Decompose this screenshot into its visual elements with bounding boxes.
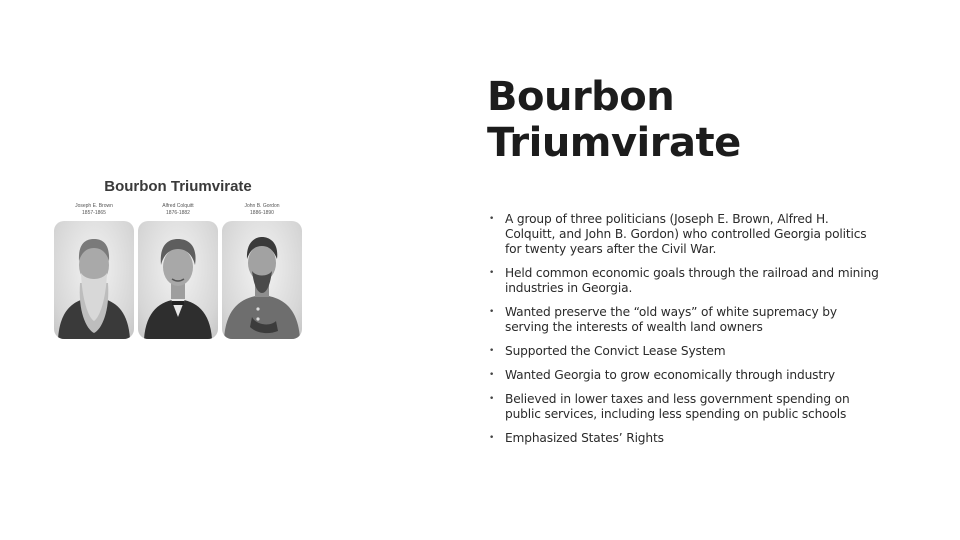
portrait-john-gordon [222,203,302,217]
person-years: 1857-1865 [82,210,106,216]
person-name: Joseph E. Brown [75,203,113,209]
bullet-item [487,212,879,257]
portrait-alfred-colquitt [138,203,218,217]
bullet-icon: • [489,394,495,404]
person-name: John B. Gordon [244,203,280,209]
portrait-image [50,172,306,342]
bullet-text: Wanted preserve the “old ways” of white supremacy by serving the interests of wealth land owners [505,305,837,334]
person-years: 1886-1890 [250,210,274,216]
portrait-joseph-brown [54,203,134,217]
portrait-photo [54,221,134,339]
bullet-icon: • [489,370,495,380]
title-line: Triumvirate [487,120,741,166]
person-years: 1876-1882 [166,210,190,216]
bullet-item [487,392,879,422]
bullet-item [487,305,879,335]
bullet-item [487,431,879,446]
bullet-item [487,344,879,359]
bullet-text: Wanted Georgia to grow economically through industry [505,368,835,382]
bullet-text: Emphasized States’ Rights [505,431,664,445]
person-name: Alfred Colquitt [162,203,194,209]
portrait-photo [138,221,218,339]
bullet-text: Believed in lower taxes and less government spending on public services, including less spending on public schools [505,392,850,421]
bullet-icon: • [489,433,495,443]
bullet-item [487,368,879,383]
bullet-icon: • [489,307,495,317]
bullet-text: Held common economic goals through the railroad and mining industries in Georgia. [505,266,879,295]
bullet-icon: • [489,346,495,356]
bullet-list [487,212,879,455]
bullet-icon: • [489,268,495,278]
image-heading: Bourbon Triumvirate [104,178,252,195]
bullet-item [487,266,879,296]
bullet-text: A group of three politicians (Joseph E. Brown, Alfred H. Colquitt, and John B. Gordon) who controlled Georgia politics for twenty years after the Civil War. [505,212,867,256]
bullet-icon: • [489,214,495,224]
slide-title [487,74,907,166]
bullet-text: Supported the Convict Lease System [505,344,726,358]
title-line: Bourbon [487,74,675,120]
portrait-photo [222,221,302,339]
